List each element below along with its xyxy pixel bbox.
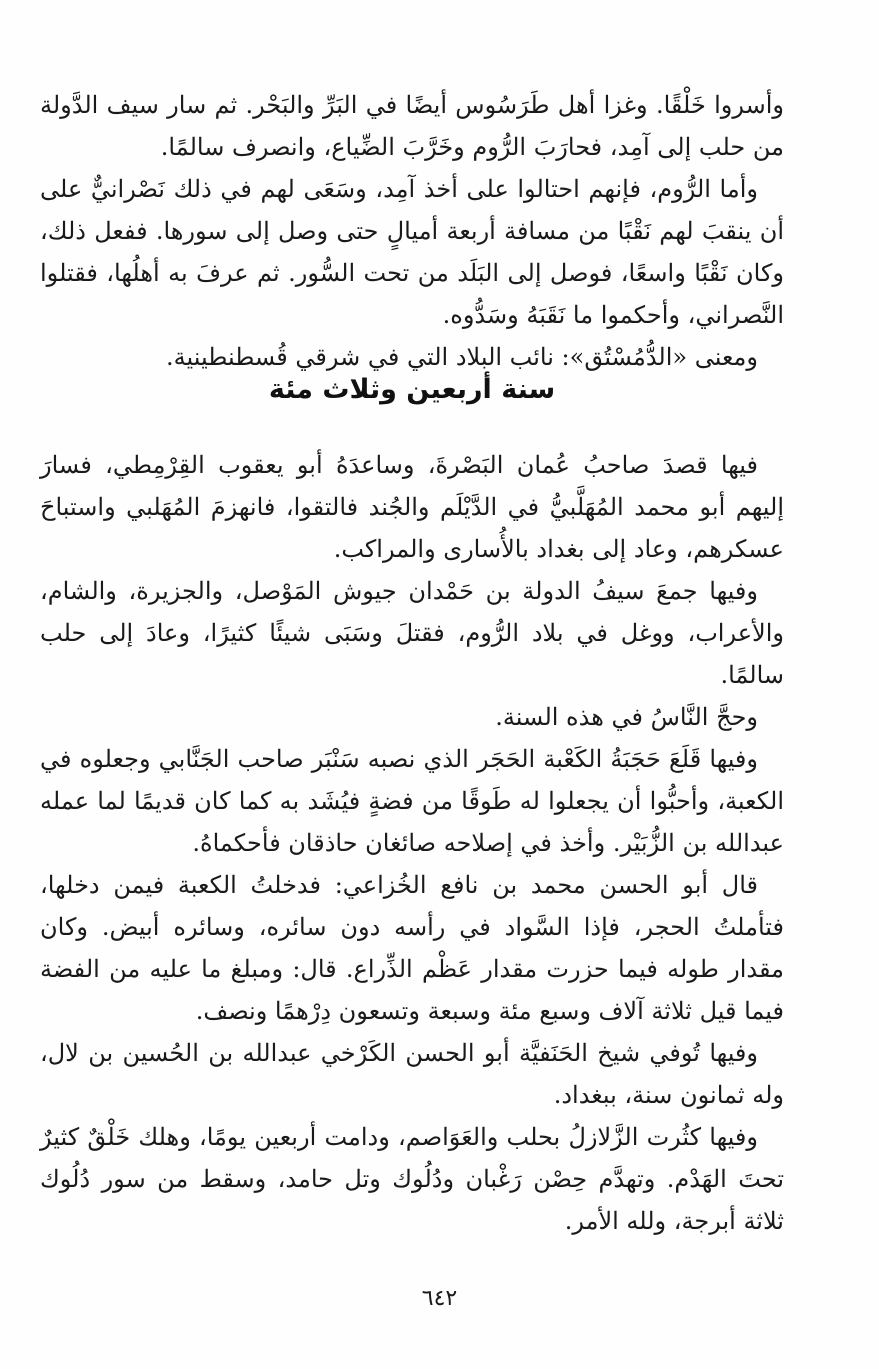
paragraph-byzantines-amid: وأما الرُّوم، فإنهم احتالوا على أخذ آمِد، وسَعَى لهم في ذلك نَصْرانيٌّ على أن ينقبَ لهم نَقْبًا من مسافة أربعة أميالٍ حتى وصل إلى سورها. ففعل ذلك، وكان نَقْبًا واسعًا، فوصل إلى البَلَد من تحت السُّور. ثم عرفَ به أهلُها، فقتلوا النَّصراني، وأحكموا ما نَقَبَهُ وسَدُّوه. — [40, 175, 784, 329]
paragraph-earthquakes: وفيها كثُرت الزَّلازلُ بحلب والعَوَاصم، ودامت أربعين يومًا، وهلك خَلْقٌ كثيرٌ تحتَ الهَدْم. وتهدَّم حِصْن رَغْبان ودُلُوك وتل حامد، وسقط من سور دُلُوك ثلاثة أبرجة، ولله الأمر. — [40, 1123, 784, 1235]
paragraph-karkhi-death: وفيها تُوفي شيخ الحَنَفيَّة أبو الحسن الكَرْخي عبدالله بن الحُسين بن لال، وله ثمانون سنة، ببغداد. — [40, 1039, 784, 1109]
bottom-text-section — [40, 444, 784, 1242]
paragraph-sayf-al-dawla: وفيها جمعَ سيفُ الدولة بن حَمْدان جيوش المَوْصل، والجزيرة، والشام، والأعراب، ووغل في بلاد الرُّوم، فقتلَ وسَبَى شيئًا كثيرًا، وعادَ إلى حلب سالمًا. — [40, 577, 784, 689]
section-heading: سنة أربعين وثلاث مئة — [268, 374, 556, 405]
paragraph-khuzai-account: قال أبو الحسن محمد بن نافع الخُزاعي: فدخلتُ الكعبة فيمن دخلها، فتأملتُ الحجر، فإذا السَّواد في رأسه دون سائره، وسائره أبيض. وكان مقدار طوله فيما حزرت مقدار عَظْم الذِّراع. قال: ومبلغ ما عليه من الفضة فيما قيل ثلاثة آلاف وسبع مئة وسبعة وتسعون دِرْهمًا ونصف. — [40, 871, 784, 1025]
paragraph-domestikos-definition: ومعنى «الدُّمُسْتُق»: نائب البلاد التي في شرقي قُسطنطينية. — [166, 343, 758, 371]
paragraph-hajj: وحجَّ النَّاسُ في هذه السنة. — [495, 703, 758, 731]
paragraph-continuation: وأسروا خَلْقًا. وغزا أهل طَرَسُوس أيضًا في البَرِّ والبَحْر. ثم سار سيف الدَّولة من حلب إلى آمِد، فحارَبَ الرُّوم وخَرَّبَ الضِّياع، وانصرف سالمًا. — [40, 91, 784, 161]
paragraph-oman-basra: فيها قصدَ صاحبُ عُمان البَصْرةَ، وساعدَهُ أبو يعقوب القِرْمِطي، فسارَ إليهم أبو محمد المُهَلَّبيُّ في الدَّيْلَم والجُند فالتقوا، فانهزمَ المُهَلبي واستباحَ عسكرهم، وعاد إلى بغداد بالأُسارى والمراكب. — [40, 451, 784, 563]
page-number: ٦٤٢ — [421, 1286, 458, 1311]
top-text-section — [40, 84, 784, 378]
paragraph-black-stone: وفيها قَلَعَ حَجَبَةُ الكَعْبة الحَجَر الذي نصبه سَنْبَر صاحب الجَنَّابي وجعلوه في الكعبة، وأحبُّوا أن يجعلوا له طَوقًا من فضةٍ فيُشَد به كما كان قديمًا لما عمله عبدالله بن الزُّبَيْر. وأخذ في إصلاحه صائغان حاذقان فأحكماهُ. — [40, 745, 784, 857]
